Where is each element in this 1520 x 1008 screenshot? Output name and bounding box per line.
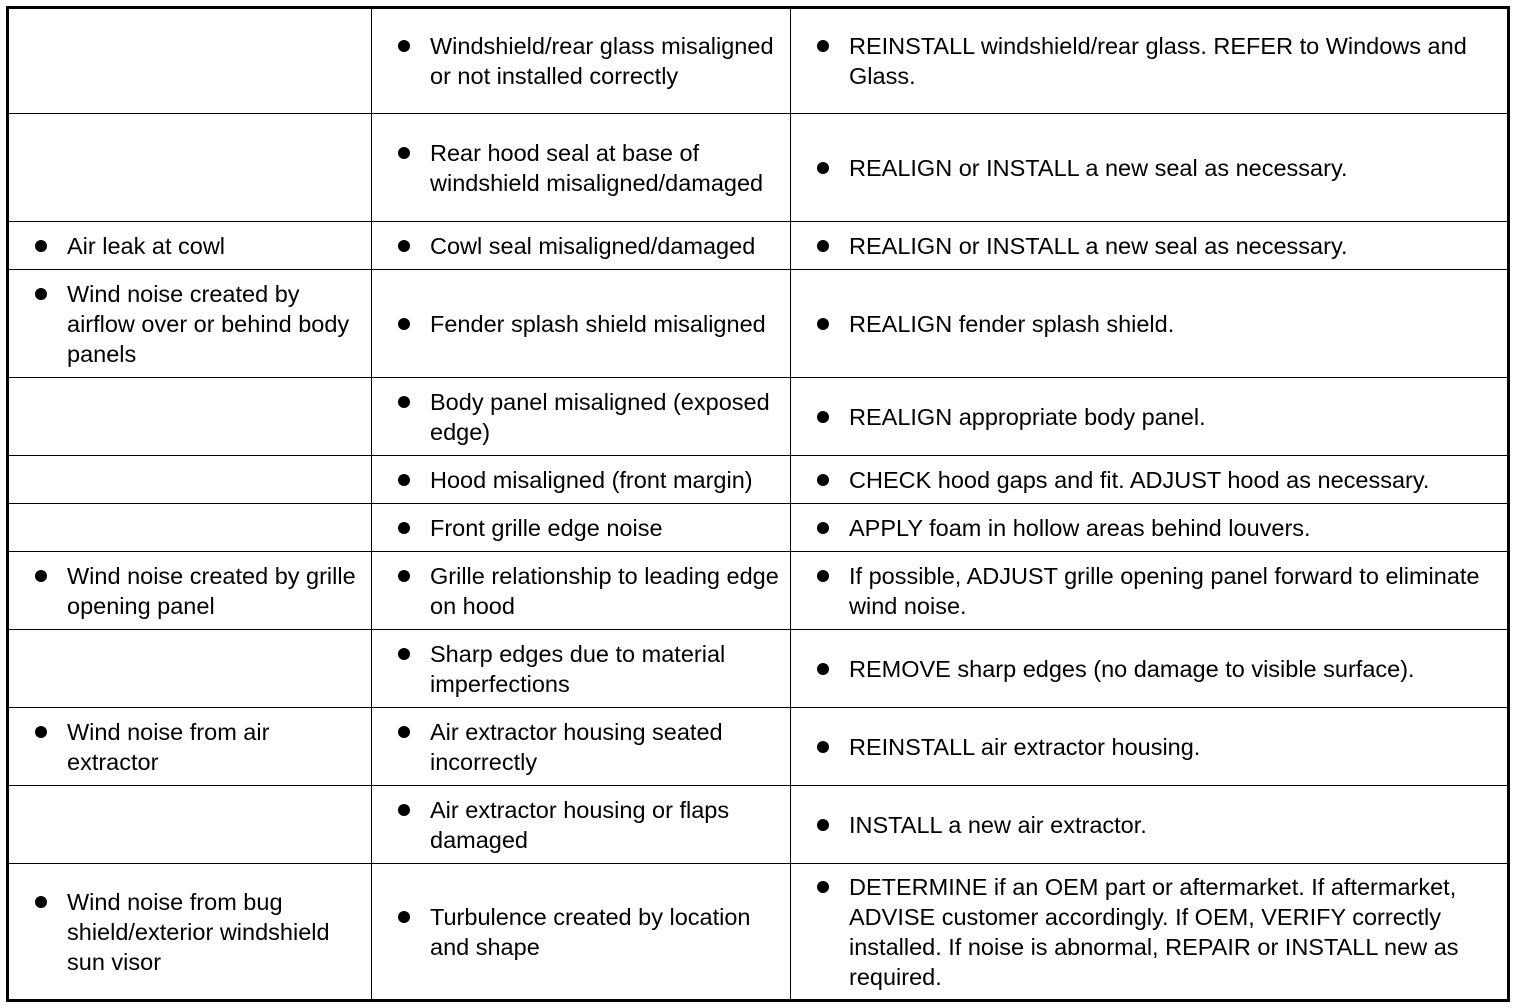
- table-row: [8, 864, 1509, 1001]
- bullet-icon: [817, 663, 829, 675]
- condition-cell-content: [9, 279, 371, 369]
- cause-cell-content: [372, 387, 790, 447]
- action-cell-content: [791, 561, 1507, 621]
- table-row: [8, 708, 1509, 786]
- bullet-icon: [398, 522, 410, 534]
- bullet-icon: [817, 40, 829, 52]
- condition-cell: [8, 378, 372, 456]
- bullet-icon: [398, 318, 410, 330]
- bullet-icon: [398, 648, 410, 660]
- bullet-icon: [35, 726, 47, 738]
- action-cell-text: APPLY foam in hollow areas behind louvers.: [849, 514, 1311, 541]
- cause-cell: [372, 114, 791, 222]
- bullet-icon: [35, 240, 47, 252]
- action-cell-content: [791, 513, 1507, 543]
- bullet-icon: [817, 741, 829, 753]
- action-cell: [791, 270, 1509, 378]
- action-cell: [791, 8, 1509, 114]
- action-cell: [791, 864, 1509, 1001]
- action-cell-text: REALIGN appropriate body panel.: [849, 403, 1206, 430]
- cause-cell: [372, 456, 791, 504]
- cause-cell-text: Turbulence created by location and shape: [430, 903, 751, 960]
- cause-cell-content: [372, 513, 790, 543]
- action-cell-content: [791, 732, 1507, 762]
- table-row: [8, 270, 1509, 378]
- bullet-icon: [398, 396, 410, 408]
- action-cell-text: DETERMINE if an OEM part or aftermarket. If aftermarket, ADVISE customer accordingly. If OEM, VERIFY correctly installed. If noise is abnormal, REPAIR or INSTALL new as required.: [849, 873, 1459, 990]
- table-row: [8, 504, 1509, 552]
- action-cell-text: REMOVE sharp edges (no damage to visible surface).: [849, 655, 1415, 682]
- cause-cell-content: [372, 717, 790, 777]
- cause-cell-content: [372, 639, 790, 699]
- action-cell-content: [791, 31, 1507, 91]
- bullet-icon: [35, 570, 47, 582]
- bullet-icon: [817, 162, 829, 174]
- bullet-icon: [817, 881, 829, 893]
- action-cell: [791, 504, 1509, 552]
- condition-cell: [8, 456, 372, 504]
- cause-cell-content: [372, 902, 790, 962]
- cause-cell-content: [372, 561, 790, 621]
- cause-cell-text: Air extractor housing or flaps damaged: [430, 796, 730, 853]
- cause-cell: [372, 708, 791, 786]
- action-cell-content: [791, 231, 1507, 261]
- cause-cell: [372, 630, 791, 708]
- table-row: [8, 114, 1509, 222]
- action-cell-content: [791, 402, 1507, 432]
- condition-cell: [8, 708, 372, 786]
- action-cell: [791, 786, 1509, 864]
- bullet-icon: [398, 726, 410, 738]
- action-cell-content: [791, 654, 1507, 684]
- condition-cell-content: [9, 887, 371, 977]
- cause-cell-text: Sharp edges due to material imperfections: [430, 640, 726, 697]
- action-cell-text: If possible, ADJUST grille opening panel forward to eliminate wind noise.: [849, 562, 1480, 619]
- cause-cell-content: [372, 309, 790, 339]
- bullet-icon: [398, 804, 410, 816]
- cause-cell-content: [372, 231, 790, 261]
- bullet-icon: [398, 147, 410, 159]
- action-cell: [791, 708, 1509, 786]
- bullet-icon: [398, 240, 410, 252]
- cause-cell: [372, 864, 791, 1001]
- cause-cell-text: Body panel misaligned (exposed edge): [430, 388, 770, 445]
- action-cell-text: CHECK hood gaps and fit. ADJUST hood as necessary.: [849, 466, 1430, 493]
- cause-cell: [372, 786, 791, 864]
- cause-cell-content: [372, 795, 790, 855]
- bullet-icon: [35, 288, 47, 300]
- bullet-icon: [35, 896, 47, 908]
- condition-cell: [8, 504, 372, 552]
- condition-cell-text: Wind noise created by grille opening panel: [67, 562, 356, 619]
- action-cell-text: REALIGN or INSTALL a new seal as necessary.: [849, 154, 1348, 181]
- diagnosis-table-body: [8, 8, 1509, 1001]
- condition-cell: [8, 864, 372, 1001]
- condition-cell: [8, 552, 372, 630]
- action-cell-content: [791, 465, 1507, 495]
- bullet-icon: [817, 570, 829, 582]
- bullet-icon: [817, 522, 829, 534]
- condition-cell-text: Wind noise created by airflow over or behind body panels: [67, 280, 350, 367]
- table-row: [8, 378, 1509, 456]
- cause-cell-content: [372, 465, 790, 495]
- action-cell-content: [791, 153, 1507, 183]
- bullet-icon: [398, 911, 410, 923]
- cause-cell-text: Cowl seal misaligned/damaged: [430, 232, 756, 259]
- cause-cell-text: Fender splash shield misaligned: [430, 310, 766, 337]
- cause-cell-text: Grille relationship to leading edge on hood: [430, 562, 779, 619]
- condition-cell-text: Wind noise from bug shield/exterior windshield sun visor: [67, 888, 330, 975]
- action-cell: [791, 552, 1509, 630]
- condition-cell-content: [9, 717, 371, 777]
- condition-cell: [8, 786, 372, 864]
- cause-cell: [372, 270, 791, 378]
- cause-cell-text: Hood misaligned (front margin): [430, 466, 753, 493]
- cause-cell-content: [372, 31, 790, 91]
- table-row: [8, 786, 1509, 864]
- bullet-icon: [817, 411, 829, 423]
- action-cell-text: REINSTALL windshield/rear glass. REFER to Windows and Glass.: [849, 33, 1467, 89]
- diagnosis-table: [6, 6, 1510, 1002]
- cause-cell: [372, 552, 791, 630]
- table-row: [8, 630, 1509, 708]
- cause-cell-text: Front grille edge noise: [430, 514, 663, 541]
- condition-cell: [8, 114, 372, 222]
- bullet-icon: [817, 318, 829, 330]
- condition-cell: [8, 8, 372, 114]
- action-cell-text: REALIGN or INSTALL a new seal as necessary.: [849, 232, 1348, 259]
- cause-cell-text: Rear hood seal at base of windshield misaligned/damaged: [430, 139, 764, 196]
- condition-cell: [8, 630, 372, 708]
- condition-cell-text: Wind noise from air extractor: [67, 718, 270, 775]
- action-cell-content: [791, 872, 1507, 992]
- action-cell: [791, 222, 1509, 270]
- table-row: [8, 552, 1509, 630]
- action-cell: [791, 456, 1509, 504]
- condition-cell: [8, 270, 372, 378]
- bullet-icon: [817, 474, 829, 486]
- cause-cell: [372, 378, 791, 456]
- condition-cell-content: [9, 561, 371, 621]
- action-cell-text: REALIGN fender splash shield.: [849, 310, 1175, 337]
- table-row: [8, 222, 1509, 270]
- bullet-icon: [817, 240, 829, 252]
- action-cell: [791, 378, 1509, 456]
- action-cell-content: [791, 810, 1507, 840]
- bullet-icon: [817, 819, 829, 831]
- table-row: [8, 8, 1509, 114]
- cause-cell: [372, 222, 791, 270]
- cause-cell: [372, 8, 791, 114]
- action-cell: [791, 630, 1509, 708]
- cause-cell-text: Windshield/rear glass misaligned or not installed correctly: [430, 33, 774, 89]
- table-row: [8, 456, 1509, 504]
- bullet-icon: [398, 40, 410, 52]
- condition-cell-content: [9, 231, 371, 261]
- bullet-icon: [398, 474, 410, 486]
- action-cell-text: INSTALL a new air extractor.: [849, 811, 1147, 838]
- cause-cell-content: [372, 138, 790, 198]
- condition-cell: [8, 222, 372, 270]
- cause-cell: [372, 504, 791, 552]
- cause-cell-text: Air extractor housing seated incorrectly: [430, 718, 723, 775]
- action-cell: [791, 114, 1509, 222]
- action-cell-content: [791, 309, 1507, 339]
- action-cell-text: REINSTALL air extractor housing.: [849, 733, 1201, 760]
- bullet-icon: [398, 570, 410, 582]
- condition-cell-text: Air leak at cowl: [67, 232, 226, 259]
